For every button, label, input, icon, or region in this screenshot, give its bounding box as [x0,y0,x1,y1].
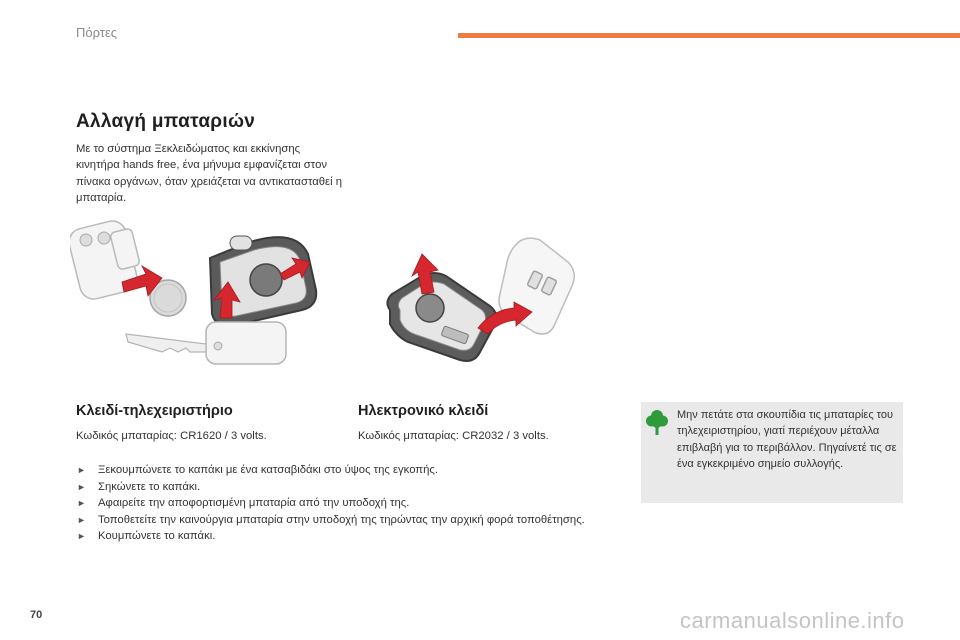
list-item: ► Ξεκουμπώνετε το καπάκι με ένα κατσαβιδάκι στο ύψος της εγκοπής. [76,462,596,479]
remote-button [80,234,92,246]
intro-paragraph: Με το σύστημα Ξεκλειδώματος και εκκίνησης κινητήρα hands free, ένα μήνυμα εμφανίζεται στον πίνακα οργάνων, όταν χρειάζεται να αντικατασταθεί η μπαταρία. [76,143,343,204]
list-item: ► Τοποθετείτε την καινούργια μπαταρία στην υποδοχή της τηρώντας την αρχική φορά τοποθέτησης. [76,512,596,529]
page-title: Αλλαγή μπαταριών [76,111,256,132]
arrow-bullet-icon: ► [77,498,86,509]
remote-key-illustration [70,218,320,376]
header-accent-bar [458,33,960,38]
watermark: carmanualsonline.info [680,608,905,633]
list-item: ► Αφαιρείτε την αποφορτισμένη μπαταρία από την υποδοχή της. [76,495,596,512]
tree-icon [646,409,668,437]
note-text: Μην πετάτε στα σκουπίδια τις μπαταρίες του τηλεχειριστηρίου, γιατί περιέχουν μέταλλα επιβλαβή για το περιβάλλον. Πηγαίνετέ τις σε ένα εγκεκριμένο σημείο συλλογής. [677,409,897,470]
list-item: ► Κουμπώνετε το καπάκι. [76,528,596,545]
page-number: 70 [30,609,43,621]
electronic-key-illustration [382,232,582,382]
instruction-steps [76,462,596,545]
arrow-bullet-icon: ► [77,481,86,492]
remote-button [98,232,110,244]
environment-note [641,402,903,503]
arrow-bullet-icon: ► [77,465,86,475]
arrow-bullet-icon: ► [77,531,86,542]
arrow-bullet-icon: ► [77,514,86,525]
section-header: Πόρτες [76,25,118,40]
battery-code-electronic-key: Κωδικός μπαταρίας: CR2032 / 3 volts. [358,430,549,442]
electronic-key-housing [387,273,496,361]
section-title-remote-key: Κλειδί-τηλεχειριστήριο [76,403,233,419]
section-title-electronic-key: Ηλεκτρονικό κλειδί [358,403,489,419]
battery-code-remote-key: Κωδικός μπαταρίας: CR1620 / 3 volts. [76,430,267,442]
list-item: ► Σηκώνετε το καπάκι. [76,479,596,496]
key-blade [126,322,286,364]
